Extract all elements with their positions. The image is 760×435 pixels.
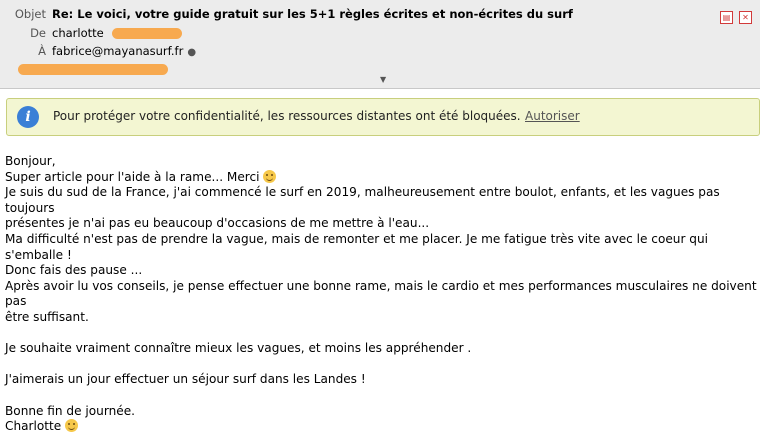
redacted-recipient bbox=[18, 64, 168, 75]
body-line: J'aimerais un jour effectuer un séjour surf dans les Landes ! bbox=[5, 372, 366, 387]
body-line bbox=[5, 170, 757, 186]
redacted-sender bbox=[112, 28, 182, 39]
smile-emoji-icon bbox=[65, 419, 78, 432]
body-line: Je suis du sud de la France, j'ai commencé le surf en 2019, malheureusement entre boulot, enfants, et les vagues pas toujours bbox=[5, 185, 720, 215]
to-address[interactable] bbox=[52, 42, 196, 62]
from-label: De bbox=[30, 26, 46, 40]
from-name[interactable]: charlotte bbox=[52, 26, 104, 40]
subject-label: Objet bbox=[14, 7, 46, 21]
body-line: Ma difficulté n'est pas de prendre la vague, mais de remonter et me placer. Je me fatigue très vite avec le coeur qui s'emballe ! bbox=[5, 231, 708, 262]
smile-emoji-icon bbox=[263, 170, 276, 183]
body-line: être suffisant. bbox=[5, 309, 89, 324]
body-line: Donc fais des pause ... bbox=[5, 263, 143, 278]
person-icon: ● bbox=[187, 47, 197, 58]
junk-icon[interactable]: ✕ bbox=[739, 11, 752, 24]
signature-text: Charlotte bbox=[5, 419, 62, 434]
print-icon[interactable]: ▤ bbox=[720, 11, 733, 24]
message-header bbox=[0, 0, 760, 89]
to-address-text: fabrice@mayanasurf.fr bbox=[52, 44, 184, 58]
banner-text: Pour protéger votre confidentialité, les ressources distantes ont été bloquées. bbox=[53, 109, 521, 123]
body-line: Bonjour, bbox=[5, 154, 56, 168]
body-line bbox=[5, 419, 757, 435]
subject-text: Re: Le voici, votre guide gratuit sur les 5+1 règles écrites et non-écrites du surf bbox=[52, 7, 573, 21]
privacy-banner bbox=[6, 98, 760, 136]
body-line-text: Super article pour l'aide à la rame... Merci bbox=[5, 169, 260, 184]
body-line: Je souhaite vraiment connaître mieux les vagues, et moins les appréhender . bbox=[5, 341, 472, 356]
body-line: présentes je n'ai pas eu beaucoup d'occasions de me mettre à l'eau... bbox=[5, 216, 430, 231]
message-body bbox=[5, 154, 757, 435]
body-line: Bonne fin de journée. bbox=[5, 403, 135, 418]
info-icon: i bbox=[17, 106, 39, 128]
header-icons bbox=[714, 5, 752, 24]
to-label: À bbox=[38, 44, 46, 58]
body-line: Après avoir lu vos conseils, je pense effectuer une bonne rame, mais le cardio et mes performances musculaires ne doivent pas bbox=[5, 278, 757, 309]
expand-header-icon[interactable]: ▼ bbox=[380, 75, 387, 84]
allow-link[interactable]: Autoriser bbox=[525, 109, 580, 123]
